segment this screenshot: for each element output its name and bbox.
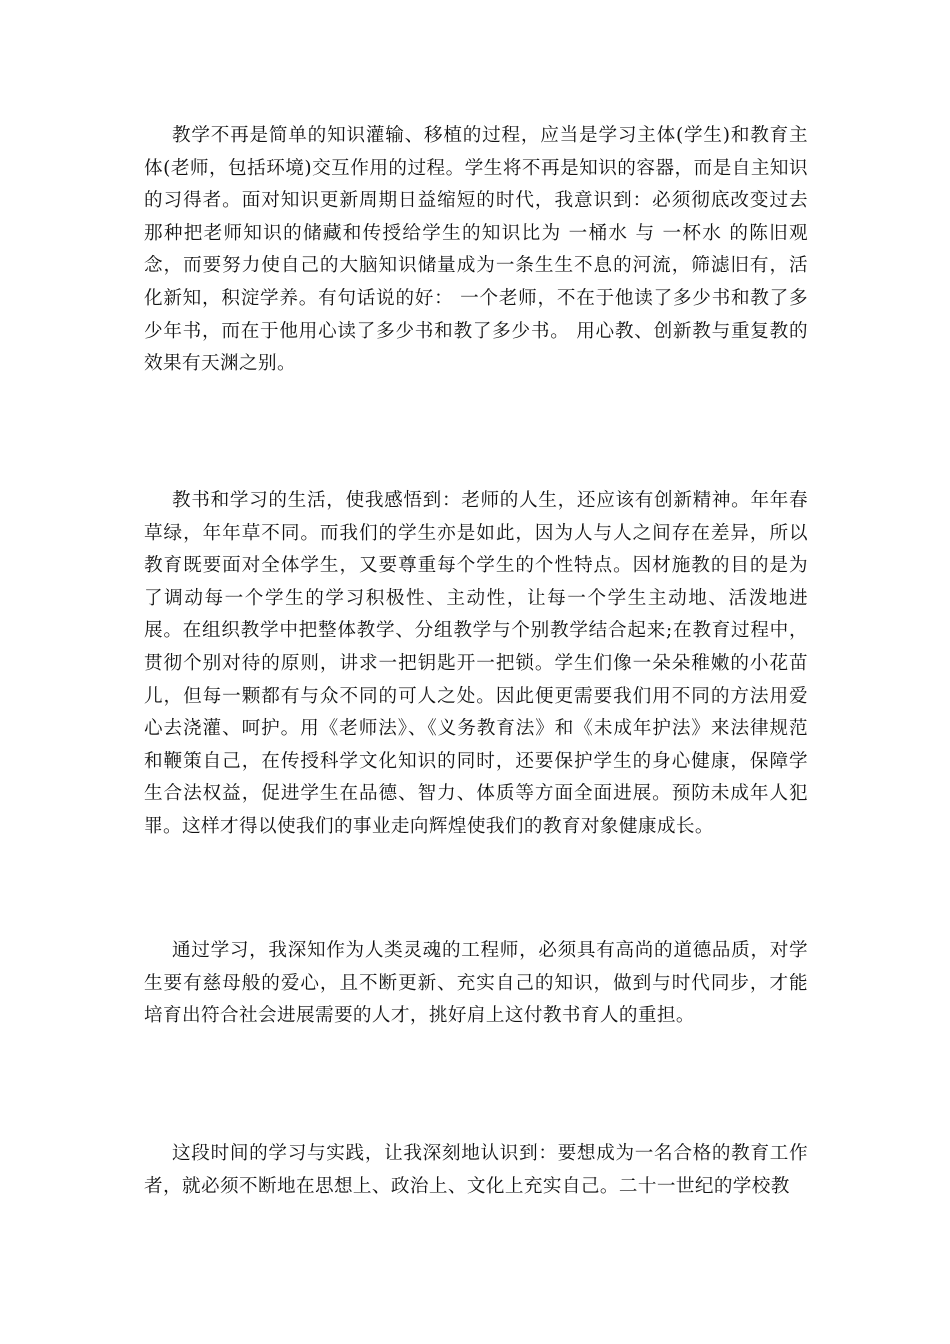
paragraph-moral-quality: 通过学习，我深知作为人类灵魂的工程师，必须具有高尚的道德品质，对学生要有慈母般的爱心，且不断更新、充实自己的知识，做到与时代同步，才能培育出符合社会进展需要的人才，挑好肩上这付教书育人的重担。: [144, 940, 808, 1027]
paragraph-study-practice: 这段时间的学习与实践，让我深刻地认识到：要想成为一名合格的教育工作者，就必须不断地在思想上、政治上、文化上充实自己。二十一世纪的学校教: [144, 1143, 808, 1197]
paragraph-innovation-spirit: 教书和学习的生活，使我感悟到：老师的人生，还应该有创新精神。年年春草绿，年年草不同。而我们的学生亦是如此，因为人与人之间存在差异，所以教育既要面对全体学生，又要尊重每个学生的个性特点。因材施教的目的是为了调动每一个学生的学习积极性、主动性，让每一个学生主动地、活泼地进展。在组织教学中把整体教学、分组教学与个别教学结合起来;在教育过程中，贯彻个别对待的原则，讲求一把钥匙开一把锁。学生们像一朵朵稚嫩的小花苗儿，但每一颗都有与众不同的可人之处。因此便更需要我们用不同的方法用爱心去浇灌、呵护。用《老师法》、《义务教育法》和《未成年护法》来法律规范和鞭策自己，在传授科学文化知识的同时，还要保护学生的身心健康，保障学生合法权益，促进学生在品德、智力、体质等方面全面进展。预防未成年人犯罪。这样才得以使我们的事业走向辉煌使我们的教育对象健康成长。: [144, 490, 808, 837]
paragraph-teaching-process: 教学不再是简单的知识灌输、移植的过程，应当是学习主体(学生)和教育主体(老师，包括环境)交互作用的过程。学生将不再是知识的容器，而是自主知识的习得者。面对知识更新周期日益缩短的时代，我意识到：必须彻底改变过去那种把老师知识的储藏和传授给学生的知识比为 一桶水 与 一杯水 的陈旧观念，而要努力使自己的大脑知识储量成为一条生生不息的河流，筛滤旧有，活化新知，积淀学养。有句话说的好： 一个老师，不在于他读了多少书和教了多少年书，而在于他用心读了多少书和教了多少书。 用心教、创新教与重复教的效果有天渊之别。: [144, 125, 808, 375]
